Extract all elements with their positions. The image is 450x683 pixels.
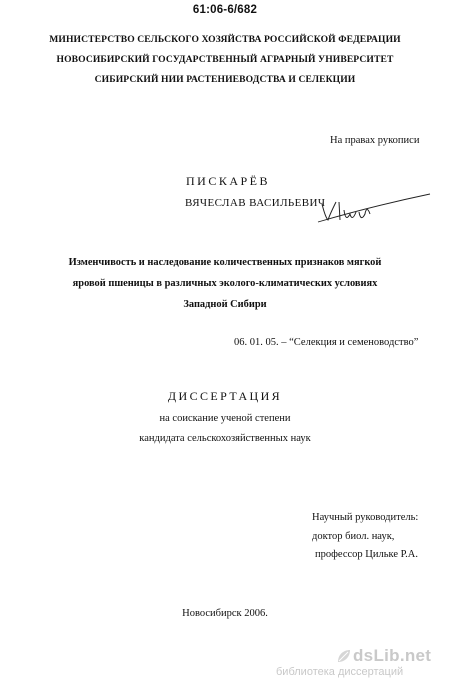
- specialty-code: 06. 01. 05. – “Селекция и семеноводство”: [234, 337, 419, 348]
- institution-line-2: НОВОСИБИРСКИЙ ГОСУДАРСТВЕННЫЙ АГРАРНЫЙ УНИВЕРСИТЕТ: [56, 54, 394, 65]
- document-type: ДИССЕРТАЦИЯ: [167, 389, 283, 403]
- supervisor-name: профессор Цильке Р.А.: [315, 549, 419, 560]
- thesis-title-line-1: Изменчивость и наследование количественных признаков мягкой: [68, 257, 382, 268]
- supervisor-degree: доктор биол. наук,: [312, 531, 395, 542]
- degree-line-2: кандидата сельскохозяйственных наук: [139, 433, 311, 444]
- author-given-names: ВЯЧЕСЛАВ ВАСИЛЬЕВИЧ: [185, 197, 326, 209]
- institution-line-1: МИНИСТЕРСТВО СЕЛЬСКОГО ХОЗЯЙСТВА РОССИЙСКОЙ ФЕДЕРАЦИИ: [49, 34, 401, 45]
- author-surname: ПИСКАРЁВ: [186, 174, 271, 188]
- watermark-logo: dsLib.net: [353, 646, 432, 665]
- degree-line-1: на соискание ученой степени: [159, 413, 291, 424]
- thesis-title-line-2: яровой пшеницы в различных эколого-климатических условиях: [72, 278, 378, 289]
- thesis-title-line-3: Западной Сибири: [183, 299, 267, 310]
- leaf-logo-icon: [336, 648, 352, 664]
- supervisor-label: Научный руководитель:: [312, 512, 419, 523]
- watermark-subtitle: библиотека диссертаций: [276, 666, 404, 678]
- handwritten-signature: [312, 190, 432, 230]
- city-year: Новосибирск 2006.: [182, 608, 268, 619]
- library-stamp: 61:06-6/682: [192, 4, 258, 16]
- manuscript-note: На правах рукописи: [330, 135, 420, 146]
- institution-line-3: СИБИРСКИЙ НИИ РАСТЕНИЕВОДСТВА И СЕЛЕКЦИИ: [94, 74, 356, 85]
